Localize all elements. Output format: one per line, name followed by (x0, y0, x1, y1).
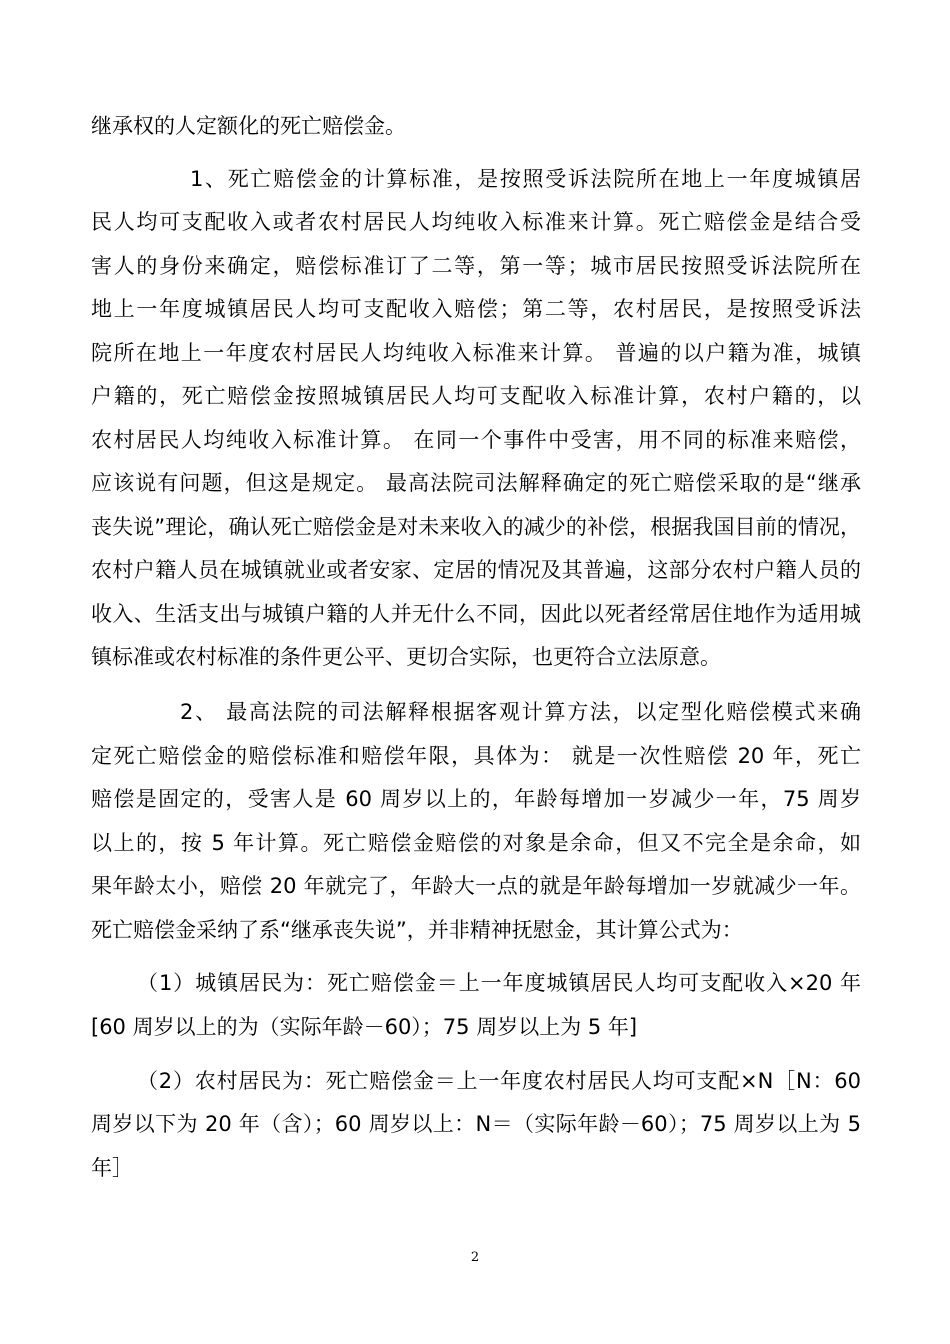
formula-line-1: （1）城镇居民为：死亡赔偿金＝上一年度城镇居民人均可支配收入×20 年 (137, 971, 861, 995)
paragraph-line-1: 继承权的人定额化的死亡赔偿金。 (91, 114, 406, 138)
paragraph-line-12: 收入、生活支出与城镇户籍的人并无什么不同，因此以死者经常居住地作为适用城 (91, 602, 861, 626)
paragraph-line-14: 2、 最高法院的司法解释根据客观计算方法，以定型化赔偿模式来确 (180, 700, 861, 724)
paragraph-line-11: 农村户籍人员在城镇就业或者安家、定居的情况及其普遍，这部分农村户籍人员的 (91, 558, 861, 582)
paragraph-line-10: 丧失说”理论，确认死亡赔偿金是对未来收入的减少的补偿，根据我国目前的情况， (91, 515, 861, 539)
paragraph-line-3: 民人均可支配收入或者农村居民人均纯收入标准来计算。死亡赔偿金是结合受 (91, 210, 861, 234)
formula-line-5: 年］ (91, 1156, 133, 1180)
paragraph-line-4: 害人的身份来确定，赔偿标准订了二等，第一等；城市居民按照受诉法院所在 (91, 254, 861, 278)
paragraph-line-2: 1、死亡赔偿金的计算标准，是按照受诉法院所在地上一年度城镇居 (190, 167, 861, 191)
formula-line-3: （2）农村居民为：死亡赔偿金＝上一年度农村居民人均可支配×N［N：60 (137, 1069, 861, 1093)
paragraph-line-17: 以上的，按 5 年计算。死亡赔偿金赔偿的对象是余命，但又不完全是余命，如 (91, 831, 861, 855)
paragraph-line-16: 赔偿是固定的，受害人是 60 周岁以上的，年龄每增加一岁减少一年，75 周岁 (91, 787, 861, 811)
formula-line-4: 周岁以下为 20 年（含）；60 周岁以上：N＝（实际年龄－60）；75 周岁以上为 5 (91, 1112, 861, 1136)
paragraph-line-15: 定死亡赔偿金的赔偿标准和赔偿年限，具体为： 就是一次性赔偿 20 年，死亡 (91, 744, 861, 768)
page-number: 2 (470, 1250, 480, 1265)
paragraph-line-8: 农村居民人均纯收入标准计算。 在同一个事件中受害，用不同的标准来赔偿， (91, 428, 861, 452)
paragraph-line-5: 地上一年度城镇居民人均可支配收入赔偿；第二等，农村居民，是按照受诉法 (91, 297, 861, 321)
paragraph-line-19: 死亡赔偿金采纳了系“继承丧失说”，并非精神抚慰金，其计算公式为： (91, 918, 743, 942)
paragraph-line-6: 院所在地上一年度农村居民人均纯收入标准来计算。 普遍的以户籍为准，城镇 (91, 341, 861, 365)
paragraph-line-18: 果年龄太小，赔偿 20 年就完了，年龄大一点的就是年龄每增加一岁就减少一年。 (91, 874, 861, 898)
paragraph-line-7: 户籍的，死亡赔偿金按照城镇居民人均可支配收入标准计算，农村户籍的，以 (91, 384, 861, 408)
formula-line-2: [60 周岁以上的为（实际年龄－60）；75 周岁以上为 5 年] (91, 1015, 638, 1039)
paragraph-line-13: 镇标准或农村标准的条件更公平、更切合实际，也更符合立法原意。 (91, 645, 721, 669)
paragraph-line-9: 应该说有问题，但这是规定。 最高法院司法解释确定的死亡赔偿采取的是“继承 (91, 471, 861, 495)
